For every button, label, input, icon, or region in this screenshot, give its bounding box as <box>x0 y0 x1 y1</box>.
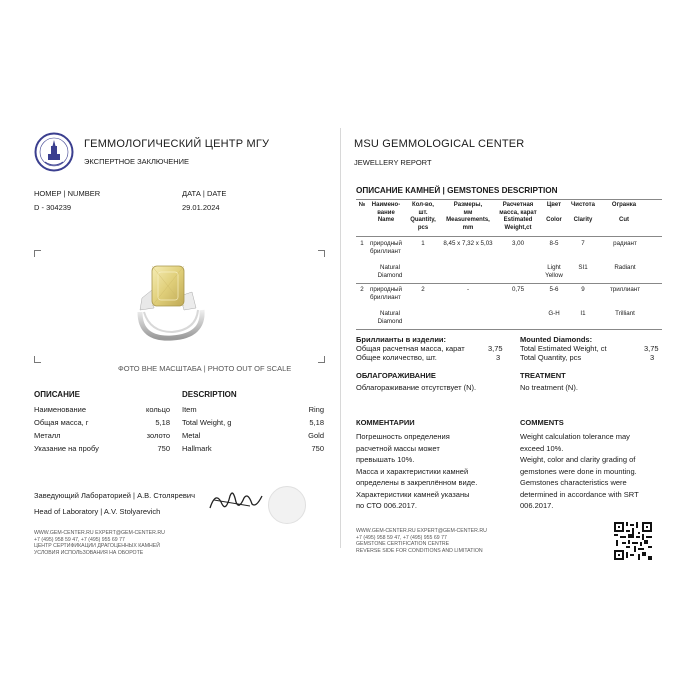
desc-value-ru: 750 <box>157 444 170 453</box>
desc-value-en: 750 <box>311 444 324 453</box>
stone-clarity-ru: 7 <box>581 240 585 247</box>
desc-value-en: 5,18 <box>309 418 324 427</box>
lab-title-ru: ГЕММОЛОГИЧЕСКИЙ ЦЕНТР МГУ <box>84 138 270 150</box>
report-subtitle-en: JEWELLERY REPORT <box>354 158 432 167</box>
table-header-size: Размеры, мм Measurements, mm <box>446 202 490 231</box>
treatment-heading-ru: ОБЛАГОРАЖИВАНИЕ <box>356 371 436 380</box>
desc-label-en: Total Weight, g <box>182 418 232 427</box>
table-header-clarity: Чистота Clarity <box>571 202 595 223</box>
report-subtitle-ru: ЭКСПЕРТНОЕ ЗАКЛЮЧЕНИЕ <box>84 157 190 166</box>
treatment-en: No treatment (N). <box>520 383 578 392</box>
comment-line-en: 006.2017. <box>520 501 554 510</box>
photo-frame-corner <box>318 356 325 363</box>
mounted-heading-en: Mounted Diamonds: <box>520 335 593 344</box>
table-header-rule <box>356 236 662 237</box>
stone-name-ru: природный бриллиант <box>370 286 402 301</box>
mounted-qty-ru: 3 <box>496 353 501 362</box>
stone-clarity-en: I1 <box>580 310 586 317</box>
footer-line: WWW.GEM-CENTER.RU EXPERT@GEM-CENTER.RU <box>356 528 487 534</box>
comments-heading-en: COMMENTS <box>520 418 564 427</box>
footer-right <box>356 528 487 554</box>
mounted-weight-label-ru: Общая расчетная масса, карат <box>356 344 465 353</box>
comment-line-ru: Характеристики камней указаны <box>356 489 470 499</box>
desc-label-ru: Металл <box>34 431 61 440</box>
stone-cut-ru: триллиант <box>609 286 641 293</box>
stone-number: 2 <box>360 286 364 293</box>
comment-line-ru: превышать 10%. <box>356 455 415 464</box>
stone-number: 1 <box>360 240 364 247</box>
signature <box>206 486 266 516</box>
stone-name-en: Natural Diamond <box>377 264 403 279</box>
desc-value-ru: кольцо <box>145 405 170 414</box>
mounted-qty-label-ru: Общее количество, шт. <box>356 353 437 362</box>
desc-label-ru: Общая масса, г <box>34 418 89 427</box>
date-value: 29.01.2024 <box>182 203 220 212</box>
desc-value-ru: 5,18 <box>155 418 170 427</box>
number-value: D - 304239 <box>34 203 72 212</box>
qr-code[interactable] <box>614 522 652 560</box>
stone-cut-ru: радиант <box>613 240 637 247</box>
desc-label-en: Hallmark <box>182 444 212 453</box>
stone-clarity-en: SI1 <box>578 264 588 271</box>
stone-color-ru: 8-5 <box>549 240 559 247</box>
desc-label-ru: Наименование <box>34 405 86 414</box>
desc-label-en: Item <box>182 405 197 414</box>
mounted-qty-label-en: Total Quantity, pcs <box>520 353 582 362</box>
mounted-weight-ru: 3,75 <box>488 344 503 353</box>
description-heading-ru: ОПИСАНИЕ <box>34 390 80 399</box>
stone-weight: 3,00 <box>511 240 525 247</box>
treatment-heading-en: TREATMENT <box>520 371 566 380</box>
head-of-lab-ru: Заведующий Лабораторией | А.В. Столяревич <box>34 491 195 500</box>
table-header-color: Цвет Color <box>546 202 562 223</box>
table-header-name: Наимено- вание Name <box>371 202 401 223</box>
hologram-stamp <box>268 486 306 524</box>
photo-frame-corner <box>34 356 41 363</box>
footer-line: УСЛОВИЯ ИСПОЛЬЗОВАНИЯ НА ОБОРОТЕ <box>34 549 144 556</box>
stone-name-en: Natural Diamond <box>377 310 403 325</box>
footer-line: GEMSTONE CERTIFICATION CENTRE <box>356 541 450 547</box>
desc-value-ru: золото <box>146 431 170 440</box>
mounted-qty-en: 3 <box>650 353 655 362</box>
stone-name-ru: природный бриллиант <box>370 240 402 255</box>
stone-clarity-ru: 9 <box>581 286 585 293</box>
desc-label-ru: Указание на пробу <box>34 444 99 453</box>
comment-line-ru: расчетной массы может <box>356 443 440 453</box>
table-header-no: № <box>358 202 366 208</box>
comment-line-ru: Погрешность определения <box>356 432 450 441</box>
stone-quantity: 2 <box>421 286 425 293</box>
msu-logo <box>34 132 74 172</box>
mounted-weight-en: 3,75 <box>644 344 659 353</box>
table-header-qty: Кол-во, шт. Quantity, pcs <box>410 202 436 231</box>
stone-color-ru: 5-6 <box>549 286 559 293</box>
table-bottom-rule <box>356 329 662 330</box>
stone-measurements: - <box>466 286 470 293</box>
table-header-cut: Огранка Cut <box>611 202 637 223</box>
comments-heading-ru: КОММЕНТАРИИ <box>356 418 415 427</box>
treatment-ru: Облагораживание отсутствует (N). <box>356 383 477 392</box>
head-of-lab-en: Head of Laboratory | A.V. Stolyarevich <box>34 507 161 516</box>
table-top-rule <box>356 199 662 200</box>
comment-line-en: Weight, color and clarity grading of <box>520 455 636 464</box>
comment-line-en: exceed 10%. <box>520 443 564 453</box>
lab-title-en: MSU GEMMOLOGICAL CENTER <box>354 138 525 150</box>
comment-line-en: Gemstones characteristics were <box>520 478 627 487</box>
desc-value-en: Gold <box>308 431 324 440</box>
photo-frame-corner <box>34 250 41 257</box>
comment-line-en: determined in accordance with SRT <box>520 489 639 499</box>
table-header-weight: Расчетная масса, карат Estimated Weight,ct <box>499 202 537 231</box>
stone-color-en: Light Yellow <box>545 264 563 279</box>
stone-quantity: 1 <box>421 240 425 247</box>
stone-cut-en: Radiant <box>614 264 636 271</box>
comment-line-ru: по СТО 006.2017. <box>356 501 418 510</box>
mounted-weight-label-en: Total Estimated Weight, ct <box>520 344 607 353</box>
stone-weight: 0,75 <box>511 286 525 293</box>
description-heading-en: DESCRIPTION <box>182 390 237 399</box>
desc-label-en: Metal <box>182 431 201 440</box>
stone-measurements: 8,45 х 7,32 х 5,03 <box>443 240 493 247</box>
footer-line: +7 (495) 958 59 47, +7 (495) 955 69 77 <box>34 536 125 543</box>
comment-line-ru: определены в закреплённом виде. <box>356 478 478 487</box>
comment-line-ru: Масса и характеристики камней <box>356 466 469 476</box>
date-label: ДАТА | DATE <box>182 189 227 198</box>
desc-value-en: Ring <box>308 405 324 414</box>
photo-frame-corner <box>318 250 325 257</box>
footer-line: REVERSE SIDE FOR CONDITIONS AND LIMITATION <box>356 547 483 554</box>
photo-caption: ФОТО ВНЕ МАСШТАБА | PHOTO OUT OF SCALE <box>118 364 292 373</box>
stone-color-en: G-H <box>548 310 560 317</box>
stone-cut-en: Trilliant <box>615 310 635 317</box>
number-label: НОМЕР | NUMBER <box>34 189 101 198</box>
gemstones-heading: ОПИСАНИЕ КАМНЕЙ | GEMSTONES DESCRIPTION <box>356 186 558 195</box>
ring-photo <box>110 250 220 350</box>
footer-line: +7 (495) 958 59 47, +7 (495) 955 69 77 <box>356 534 447 541</box>
footer-line: WWW.GEM-CENTER.RU EXPERT@GEM-CENTER.RU <box>34 530 165 536</box>
footer-left <box>34 530 165 556</box>
mounted-heading-ru: Бриллианты в изделии: <box>356 335 447 344</box>
table-row-rule <box>356 283 662 284</box>
footer-line: ЦЕНТР СЕРТИФИКАЦИИ ДРАГОЦЕННЫХ КАМНЕЙ <box>34 543 160 549</box>
center-divider <box>340 128 341 548</box>
comment-line-en: Weight calculation tolerance may <box>520 432 630 441</box>
comment-line-en: gemstones were done in mounting. <box>520 466 637 476</box>
